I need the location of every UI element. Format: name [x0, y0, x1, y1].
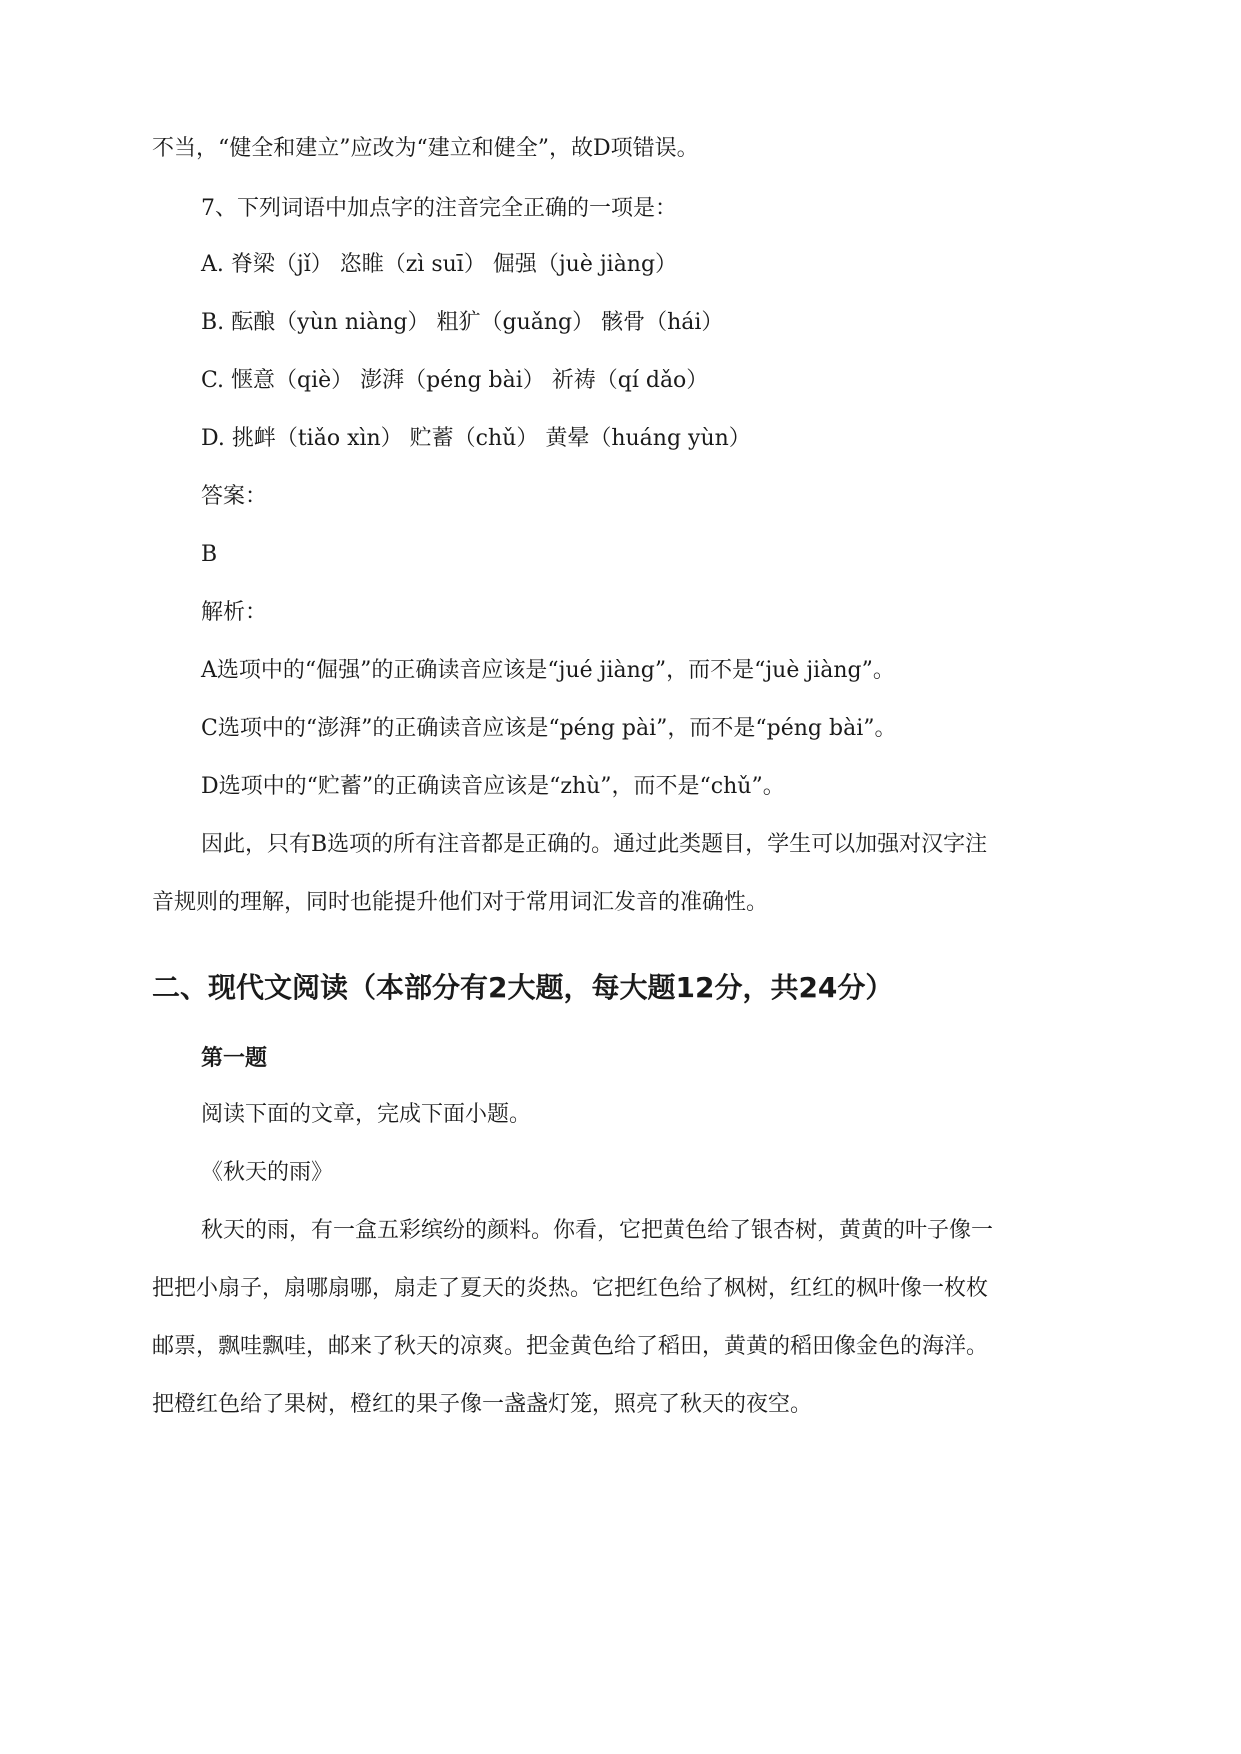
article-title: 《秋天的雨》: [201, 1160, 334, 1185]
option-b: B. 酝酿（yùn niàng） 粗犷（guǎng） 骸骨（hái）: [201, 310, 724, 335]
section-2-heading: 二、现代文阅读（本部分有2大题，每大题12分，共24分）: [152, 971, 894, 1004]
analysis-line-d: D选项中的“贮蓄”的正确读音应该是“zhù”，而不是“chǔ”。: [201, 774, 785, 799]
article-line-4: 把橙红色给了果树，橙红的果子像一盏盏灯笼，照亮了秋天的夜空。: [152, 1392, 813, 1417]
prev-explanation-tail: 不当，“健全和建立”应改为“建立和健全”，故D项错误。: [152, 136, 699, 161]
analysis-line-a: A选项中的“倔强”的正确读音应该是“jué jiàng”，而不是“juè jiàng”。: [201, 658, 895, 683]
option-a: A. 脊梁（jǐ） 恣睢（zì suī） 倔强（juè jiàng）: [201, 252, 678, 277]
analysis-label: 解析：: [201, 600, 268, 625]
conclusion-line-2: 音规则的理解，同时也能提升他们对于常用词汇发音的准确性。: [152, 890, 769, 915]
conclusion-line-1: 因此，只有B选项的所有注音都是正确的。通过此类题目，学生可以加强对汉字注: [201, 832, 988, 857]
option-c: C. 惬意（qiè） 澎湃（péng bài） 祈祷（qí dǎo）: [201, 368, 709, 393]
answer-label: 答案：: [201, 484, 268, 509]
article-line-2: 把把小扇子，扇哪扇哪，扇走了夏天的炎热。它把红色给了枫树，红红的枫叶像一枚枚: [152, 1276, 989, 1301]
article-line-1: 秋天的雨，有一盒五彩缤纷的颜料。你看，它把黄色给了银杏树，黄黄的叶子像一: [201, 1218, 994, 1243]
answer-value: B: [201, 542, 218, 567]
question-7-stem: 7、下列词语中加点字的注音完全正确的一项是：: [201, 196, 677, 221]
analysis-line-c: C选项中的“澎湃”的正确读音应该是“péng pài”，而不是“péng bài”。: [201, 716, 897, 741]
article-line-3: 邮票，飘哇飘哇，邮来了秋天的凉爽。把金黄色给了稻田，黄黄的稻田像金色的海洋。: [152, 1334, 989, 1359]
question-1-title: 第一题: [201, 1046, 268, 1071]
reading-instruction: 阅读下面的文章，完成下面小题。: [201, 1102, 532, 1127]
option-d: D. 挑衅（tiǎo xìn） 贮蓄（chǔ） 黄晕（huáng yùn）: [201, 426, 751, 451]
